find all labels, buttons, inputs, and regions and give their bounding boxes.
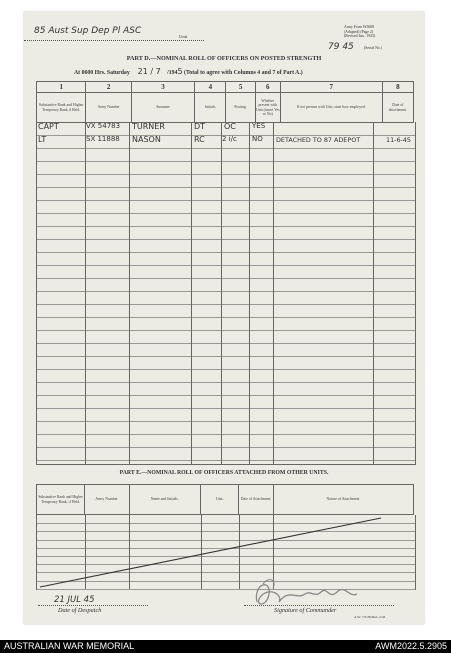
part-d-subtitle	[74, 67, 303, 76]
ruled-line	[37, 447, 415, 448]
row-initials: RC	[194, 135, 205, 144]
col-header: If not present with Unit, state how employed.	[280, 93, 382, 123]
unit-label: Unit	[179, 34, 188, 39]
ruled-line	[37, 148, 415, 149]
serial-no-handwritten: 79 45	[328, 42, 354, 52]
ruled-line	[37, 174, 415, 175]
row-present: NO	[252, 135, 263, 143]
column-divider	[129, 122, 130, 464]
print-code: A.W. 7/3/48 Max. 2/42	[354, 615, 386, 619]
ruled-line	[37, 421, 415, 422]
col-number: 3	[131, 82, 195, 93]
unit-underline	[24, 40, 204, 41]
subtitle-date-handwritten: 21 / 7	[137, 67, 161, 76]
column-divider	[85, 122, 86, 464]
part-d-title: PART D.—NOMINAL ROLL OF OFFICERS ON POSTED STRENGTH	[126, 55, 322, 62]
unit-handwritten: 85 Aust Sup Dep Pl ASC	[34, 26, 142, 36]
row-initials: DT	[194, 122, 206, 131]
ruled-line	[37, 304, 415, 305]
ruled-line	[37, 213, 415, 214]
col-header: Substantive Rank and Higher Temporary Rank if Held.	[37, 93, 86, 123]
column-divider	[273, 122, 274, 464]
col-number: 2	[86, 82, 131, 93]
col-header: Date of Attachment.	[239, 485, 274, 515]
row-posting: 2 i/c	[222, 135, 237, 143]
ruled-line	[37, 343, 415, 344]
col-number: 7	[280, 82, 382, 93]
row-surname: TURNER	[132, 122, 165, 131]
ruled-line	[37, 369, 415, 370]
col-header: Date of detachment.	[382, 93, 413, 123]
ruled-line	[37, 382, 415, 383]
archive-caption-bar	[0, 640, 451, 653]
subtitle-prefix: At 0600 Hrs. Saturday	[74, 70, 130, 76]
col-number: 8	[382, 82, 413, 93]
form-ref	[344, 25, 375, 39]
signature-underline	[244, 605, 394, 606]
col-header: Unit.	[201, 485, 239, 515]
ruled-line	[37, 161, 415, 162]
col-number: 4	[195, 82, 226, 93]
subtitle-year-digit: 5	[177, 67, 183, 76]
column-divider	[191, 122, 192, 464]
row-army-number: VX 54783	[86, 122, 121, 130]
part-d-body	[36, 122, 416, 465]
form-ref-line: (Adapted) (Page 2)	[344, 29, 374, 34]
ruled-line	[37, 395, 415, 396]
ruled-line	[37, 252, 415, 253]
row-posting: OC	[224, 122, 236, 131]
row-detach-date: 11-6-45	[386, 136, 411, 144]
col-number: 6	[255, 82, 280, 93]
row-army-number: SX 11888	[86, 135, 120, 143]
col-header: Name and Initials.	[129, 485, 201, 515]
ruled-line	[37, 434, 415, 435]
row-present: YES	[252, 122, 266, 130]
subtitle-suffix: (Total to agree with Columns 4 and 7 of Part A.)	[184, 70, 303, 76]
col-header: Army Number.	[85, 485, 129, 515]
col-number: 1	[37, 82, 86, 93]
part-d-header-table	[36, 81, 414, 123]
despatch-underline	[38, 605, 148, 606]
col-number: 5	[226, 82, 255, 93]
part-e-title: PART E.—NOMINAL ROLL OF OFFICERS ATTACHED FROM OTHER UNITS.	[119, 470, 329, 476]
subtitle-year: /194	[167, 70, 178, 76]
caption-left: AUSTRALIAN WAR MEMORIAL	[4, 641, 135, 651]
col-header: Posting.	[226, 93, 255, 123]
ruled-line	[37, 356, 415, 357]
form-ref-line: Army Form W3008	[344, 25, 375, 29]
column-divider	[249, 122, 250, 464]
ruled-line	[37, 317, 415, 318]
form-page	[24, 12, 424, 624]
col-header: Whether present with Unit (insert Yes or No)	[255, 93, 280, 123]
column-divider	[221, 122, 222, 464]
row-rank: CAPT	[38, 122, 59, 131]
ruled-line	[37, 187, 415, 188]
ruled-line	[37, 460, 415, 461]
ruled-line	[37, 330, 415, 331]
ruled-line	[37, 408, 415, 409]
ruled-line	[37, 265, 415, 266]
col-header: Nature of Attachment.	[273, 485, 413, 515]
ruled-line	[37, 291, 415, 292]
col-header: Substantive Rank and Higher Temporary Rank, if Held.	[37, 485, 85, 515]
row-employment: DETACHED TO 87 ADEPOT	[276, 136, 361, 144]
ruled-line	[37, 239, 415, 240]
despatch-label: Date of Despatch	[58, 607, 102, 614]
despatch-date-handwritten: 21 JUL 45	[54, 595, 95, 605]
ruled-line	[37, 200, 415, 201]
form-ref-line: (Revised Jan., 1943)	[344, 34, 376, 39]
col-header: Initials	[195, 93, 226, 123]
part-e-header-table	[36, 484, 414, 515]
row-surname: NASON	[132, 135, 161, 144]
ruled-line	[37, 226, 415, 227]
row-rank: LT	[38, 135, 47, 144]
signature-label: Signature of Commander	[274, 607, 337, 614]
column-divider	[373, 122, 374, 464]
ruled-line	[37, 278, 415, 279]
serial-no-label: (Serial No.)	[364, 46, 382, 50]
col-header: Surname	[131, 93, 195, 123]
caption-right: AWM2022.5.2905	[375, 641, 447, 651]
col-header: Army Number	[86, 93, 131, 123]
